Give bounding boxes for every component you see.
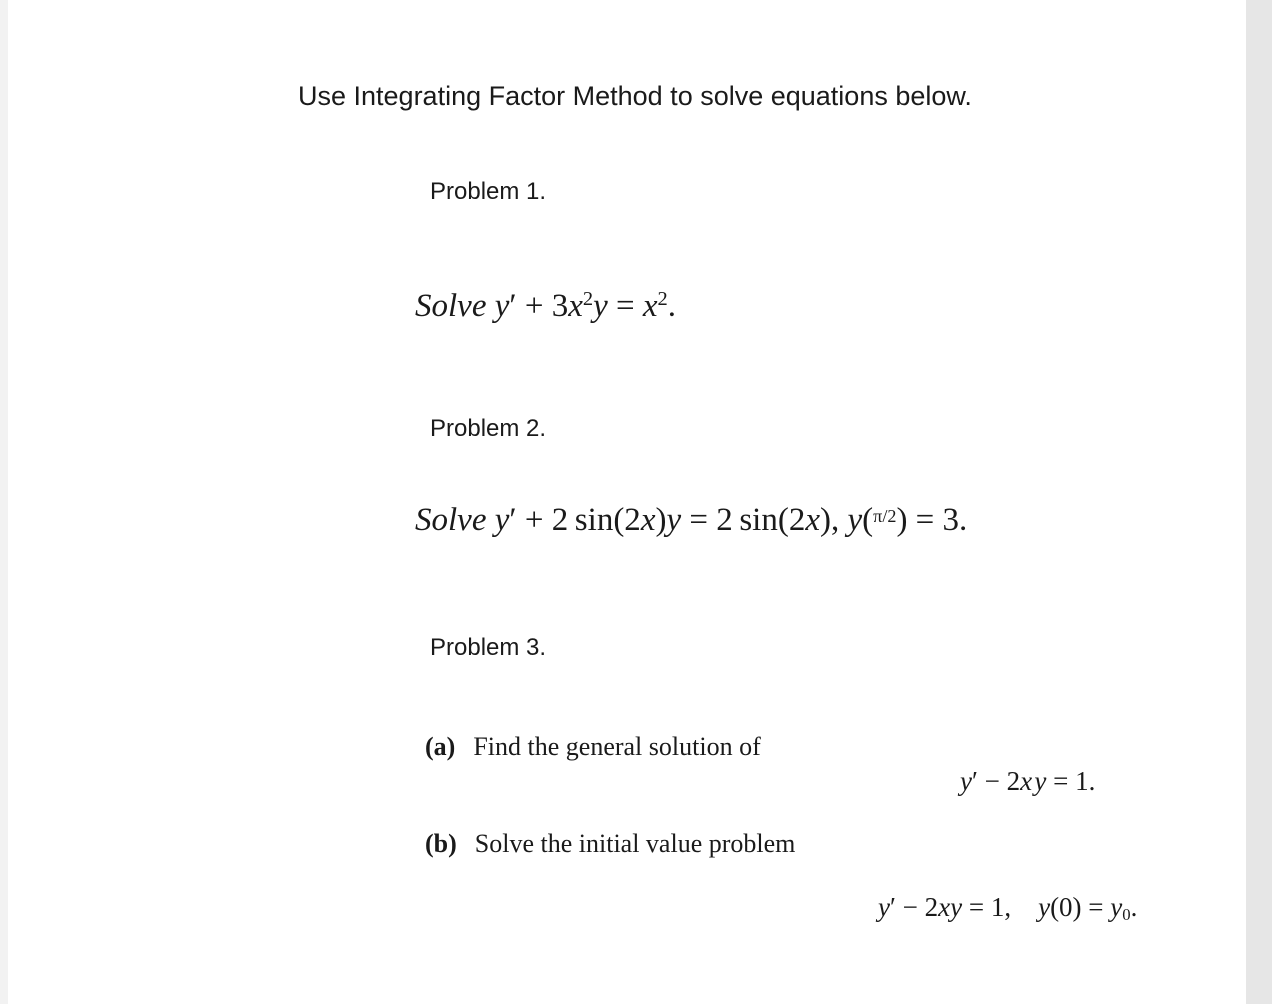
- problem-3-label: Problem 3.: [430, 634, 547, 661]
- problem-2-math: y′ + 2 sin(2x)y = 2 sin(2x), y($^{\pi/2}$) = 3.: [494, 502, 968, 538]
- problem-1-label: Problem 1.: [430, 178, 547, 205]
- problem-2-equation: [415, 502, 967, 539]
- problem-3-part-b: [425, 829, 795, 859]
- part-b-text: Solve the initial value problem: [474, 829, 796, 858]
- page-heading: Use Integrating Factor Method to solve equations below.: [298, 81, 972, 111]
- problem-3-part-a: [425, 732, 761, 762]
- viewer-background-left: [0, 0, 8, 1004]
- part-a-marker: (a): [425, 732, 456, 761]
- problem-3-part-a-equation: y′ − 2x y = 1.: [960, 766, 1096, 796]
- problem-1-math: $y' + 3x^2y = x^2$.: [494, 287, 676, 324]
- problem-3-part-b-equation: y′ − 2xy = 1, $y(0) = y_0$.: [878, 892, 1138, 925]
- part-b-marker: (b): [425, 829, 457, 858]
- problem-1-solve-word: Solve: [415, 288, 487, 324]
- part-a-text: Find the general solution of: [473, 732, 761, 761]
- problem-2-solve-word: Solve: [415, 502, 487, 538]
- problem-1-equation: [415, 288, 676, 325]
- problem-2-label: Problem 2.: [430, 415, 547, 442]
- document-page: [8, 0, 1246, 1004]
